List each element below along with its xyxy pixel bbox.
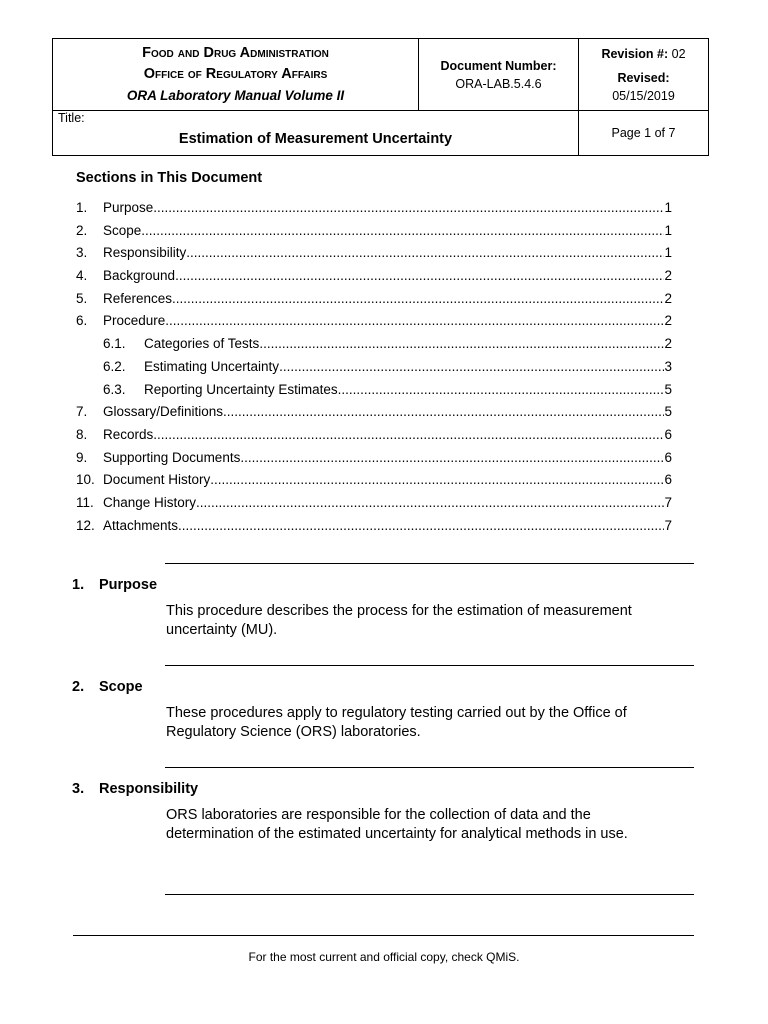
title-block bbox=[53, 111, 579, 156]
toc-leader-dots bbox=[259, 336, 664, 351]
section-heading-responsibility bbox=[72, 781, 198, 797]
toc-item-page: 1 bbox=[664, 222, 672, 238]
toc-item-responsibility[interactable] bbox=[76, 245, 672, 268]
toc-item-label: Categories of Tests bbox=[144, 336, 260, 352]
toc-item-supporting-documents[interactable] bbox=[76, 450, 672, 473]
toc-item-label: Background bbox=[103, 268, 176, 284]
toc-item-page: 3 bbox=[664, 358, 672, 374]
toc-leader-dots bbox=[175, 268, 664, 283]
toc-item-number: 1. bbox=[76, 200, 88, 215]
toc-item-page: 2 bbox=[664, 268, 672, 284]
section-heading-scope bbox=[72, 679, 143, 695]
organization-block bbox=[53, 39, 419, 111]
toc-item-attachments[interactable] bbox=[76, 518, 672, 541]
footer-note: For the most current and official copy, check QMiS. bbox=[248, 950, 520, 964]
toc-item-categories-of-tests[interactable] bbox=[76, 336, 672, 359]
toc-item-number: 2. bbox=[76, 222, 88, 238]
toc-item-number: 6. bbox=[76, 313, 88, 329]
toc-item-label: Supporting Documents bbox=[103, 449, 241, 465]
toc-item-label: Estimating Uncertainty bbox=[144, 358, 280, 374]
revision-label: Revision #: bbox=[601, 46, 669, 61]
section-body-purpose: This procedure describes the process for the estimation of measurement uncertainty (MU). bbox=[166, 603, 632, 638]
toc-item-label: Procedure bbox=[103, 313, 166, 329]
org-name: Food and Drug Administration bbox=[142, 45, 329, 61]
toc-item-purpose[interactable] bbox=[76, 200, 672, 223]
toc-item-number: 12. bbox=[76, 517, 95, 533]
section-number: 2. bbox=[72, 679, 85, 695]
toc-item-label: References bbox=[103, 290, 173, 306]
toc-item-number: 9. bbox=[76, 449, 88, 465]
toc-item-label: Change History bbox=[103, 494, 197, 510]
toc-item-label: Reporting Uncertainty Estimates bbox=[144, 381, 338, 397]
title-label: Title: bbox=[58, 111, 85, 125]
toc-item-document-history[interactable] bbox=[76, 472, 672, 495]
page-indicator: Page 1 of 7 bbox=[579, 111, 709, 156]
toc-item-page: 5 bbox=[664, 381, 672, 397]
toc-item-reporting-uncertainty[interactable] bbox=[76, 382, 672, 405]
toc-item-label: Glossary/Definitions bbox=[103, 404, 224, 420]
toc-item-page: 2 bbox=[664, 290, 672, 306]
section-number: 3. bbox=[72, 781, 85, 797]
toc-item-glossary[interactable] bbox=[76, 404, 672, 427]
manual-name: ORA Laboratory Manual Volume II bbox=[126, 88, 345, 103]
section-divider bbox=[165, 665, 694, 666]
toc-item-page: 6 bbox=[664, 449, 672, 465]
toc-leader-dots bbox=[196, 495, 664, 510]
document-number-label: Document Number: bbox=[440, 58, 557, 73]
toc-leader-dots bbox=[338, 382, 665, 397]
toc-item-background[interactable] bbox=[76, 268, 672, 291]
toc-item-records[interactable] bbox=[76, 427, 672, 450]
toc-item-page: 2 bbox=[664, 336, 672, 352]
toc-leader-dots bbox=[178, 518, 664, 533]
toc-item-number: 5. bbox=[76, 290, 88, 306]
toc-item-references[interactable] bbox=[76, 291, 672, 314]
toc-item-page: 2 bbox=[664, 313, 672, 329]
toc-leader-dots bbox=[279, 359, 664, 374]
footer-divider bbox=[73, 935, 694, 936]
toc-item-label: Scope bbox=[103, 222, 142, 238]
toc-item-number: 11. bbox=[76, 494, 94, 510]
toc-leader-dots bbox=[165, 313, 664, 328]
section-divider bbox=[165, 767, 694, 768]
section-heading-purpose bbox=[72, 577, 157, 593]
toc-item-label: Document History bbox=[103, 472, 211, 488]
toc-item-page: 5 bbox=[664, 404, 672, 420]
toc-leader-dots bbox=[223, 404, 664, 419]
toc-leader-dots bbox=[153, 427, 664, 442]
toc-item-number: 4. bbox=[76, 268, 88, 284]
section-divider bbox=[165, 563, 694, 564]
toc-item-page: 1 bbox=[664, 245, 672, 261]
revised-label: Revised: bbox=[617, 70, 670, 85]
document-title: Estimation of Measurement Uncertainty bbox=[178, 131, 453, 147]
document-number: ORA-LAB.5.4.6 bbox=[455, 76, 542, 91]
toc-item-label: Purpose bbox=[103, 200, 154, 215]
revision-block bbox=[579, 39, 709, 111]
toc-heading: Sections in This Document bbox=[76, 170, 263, 186]
toc-item-label: Records bbox=[103, 426, 154, 442]
toc-leader-dots bbox=[240, 450, 664, 465]
section-body-responsibility: ORS laboratories are responsible for the collection of data and the determination of the estimated uncertainty for analytical methods in use. bbox=[166, 807, 628, 842]
document-header bbox=[52, 38, 709, 156]
document-number-block bbox=[419, 39, 579, 111]
section-title: Responsibility bbox=[99, 781, 199, 797]
toc-leader-dots bbox=[141, 223, 664, 238]
toc-item-number: 6.1. bbox=[103, 336, 126, 352]
toc-item-page: 1 bbox=[664, 200, 672, 215]
toc-item-scope[interactable] bbox=[76, 223, 672, 246]
section-title: Scope bbox=[99, 679, 143, 695]
toc-leader-dots bbox=[172, 291, 664, 306]
toc-item-number: 8. bbox=[76, 426, 88, 442]
toc-item-number: 6.3. bbox=[103, 381, 126, 397]
toc-leader-dots bbox=[210, 472, 664, 487]
toc-item-number: 6.2. bbox=[103, 358, 126, 374]
org-office: Office of Regulatory Affairs bbox=[143, 66, 328, 82]
revised-date: 05/15/2019 bbox=[612, 88, 675, 103]
toc-item-label: Responsibility bbox=[103, 245, 187, 261]
toc-leader-dots bbox=[186, 245, 664, 260]
section-divider bbox=[165, 894, 694, 895]
toc-item-page: 7 bbox=[664, 494, 672, 510]
toc-item-estimating-uncertainty[interactable] bbox=[76, 359, 672, 382]
toc-item-number: 10. bbox=[76, 472, 95, 488]
toc-item-number: 3. bbox=[76, 245, 88, 261]
toc-item-page: 7 bbox=[664, 517, 672, 533]
section-body-scope: These procedures apply to regulatory testing carried out by the Office of Regulatory Science (ORS) laboratories. bbox=[166, 705, 627, 740]
toc-item-page: 6 bbox=[664, 472, 672, 488]
toc-leader-dots bbox=[153, 200, 664, 215]
toc-item-page: 6 bbox=[664, 426, 672, 442]
section-title: Purpose bbox=[99, 577, 158, 593]
toc-item-change-history[interactable] bbox=[76, 495, 672, 518]
section-number: 1. bbox=[72, 577, 85, 593]
revision-number: 02 bbox=[671, 46, 686, 61]
toc-item-procedure[interactable] bbox=[76, 313, 672, 336]
toc-item-number: 7. bbox=[76, 404, 88, 420]
table-of-contents bbox=[76, 200, 672, 540]
toc-item-label: Attachments bbox=[103, 517, 179, 533]
